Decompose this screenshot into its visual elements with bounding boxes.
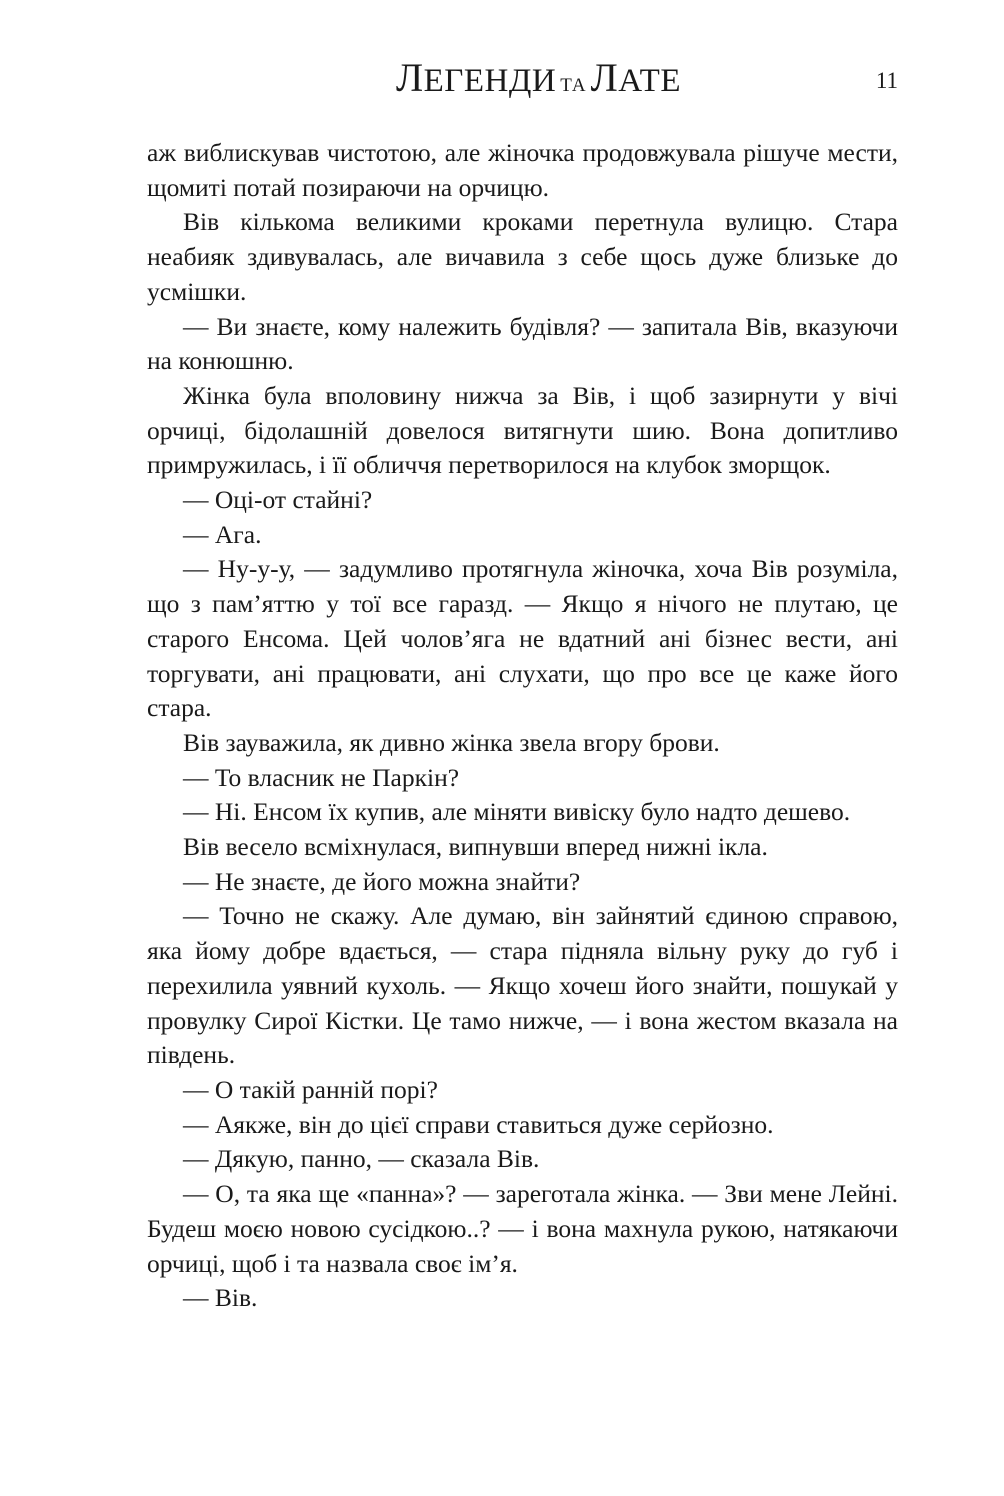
dialogue-line: — Не знаєте, де його можна знайти? — [183, 866, 581, 896]
dialogue-line: — То власник не Паркін? — [183, 762, 460, 792]
dialogue-line: — Вів. — [183, 1283, 258, 1313]
page-number: 11 — [875, 68, 898, 93]
title-connector: ТА — [560, 75, 587, 96]
title-word-1: ЕГЕНДИ — [423, 63, 557, 99]
paragraph: аж виблискував чистотою, але жіночка продовжувала рішуче мести, щомиті потай позираючи на орчицю. — [147, 138, 898, 202]
dialogue-line: — Ви знаєте, кому належить будівля? — запитала Вів, вказуючи на конюшню. — [147, 311, 898, 376]
title-word-2: АТЕ — [618, 63, 681, 99]
dialogue-line: — Дякую, панно, — сказала Вів. — [183, 1144, 540, 1174]
dialogue-line: — О, та яка ще «панна»? — зареготала жінка. — Зви мене Лейні. Будеш моєю новою сусідкою..? — і вона махнула рукою, натякаючи орчиці, щоб і та назвала своє ім’я. — [147, 1179, 898, 1278]
title-initial-1: Л — [396, 55, 424, 100]
dialogue-line: — Аякже, він до цієї справи ставиться дуже серйозно. — [183, 1109, 774, 1139]
dialogue-line: — Ні. Енсом їх купив, але міняти вивіску було надто дешево. — [183, 797, 851, 827]
dialogue-line: — Оці-от стайні? — [183, 485, 373, 515]
dialogue-line: — О такій ранній порі? — [183, 1074, 438, 1104]
title-initial-2: Л — [590, 55, 619, 100]
body-text — [147, 136, 898, 1316]
page-header — [0, 50, 1004, 110]
dialogue-line: — Точно не скажу. Але думаю, він зайнятий єдиною справою, яка йому добре вдається, — стара підняла вільну руку до губ і перехилила уявний кухоль. — Якщо хочеш його знайти, пошукай у провулку Сирої Кістки. Це тамо нижче, — і вона жестом вказала на південь. — [147, 901, 898, 1070]
dialogue-line: — Ага. — [183, 519, 262, 549]
dialogue-line: — Ну-у-у, — задумливо протягнула жіночка, хоча Вів розуміла, що з пам’яттю у тої все гаразд. — Якщо я нічого не плутаю, це старого Енсома. Цей чолов’яга не вдатний ані бізнес вести, ані торгувати, ані працювати, ані слухати, що про все це каже його стара. — [147, 554, 898, 723]
running-title — [396, 55, 681, 106]
paragraph: Вів зауважила, як дивно жінка звела вгору брови. — [183, 727, 720, 757]
paragraph: Жінка була вполовину нижча за Вів, і щоб зазирнути у вічі орчиці, бідолашній довелося витягнути шию. Вона допитливо примружилась, і її обличчя перетворилося на клубок зморщок. — [147, 380, 898, 480]
paragraph: Вів весело всміхнулася, випнувши вперед нижні ікла. — [183, 832, 768, 862]
paragraph: Вів кількома великими кроками перетнула вулицю. Стара неабияк здивувалась, але вичавила з себе щось дуже близьке до усмішки. — [147, 207, 898, 306]
